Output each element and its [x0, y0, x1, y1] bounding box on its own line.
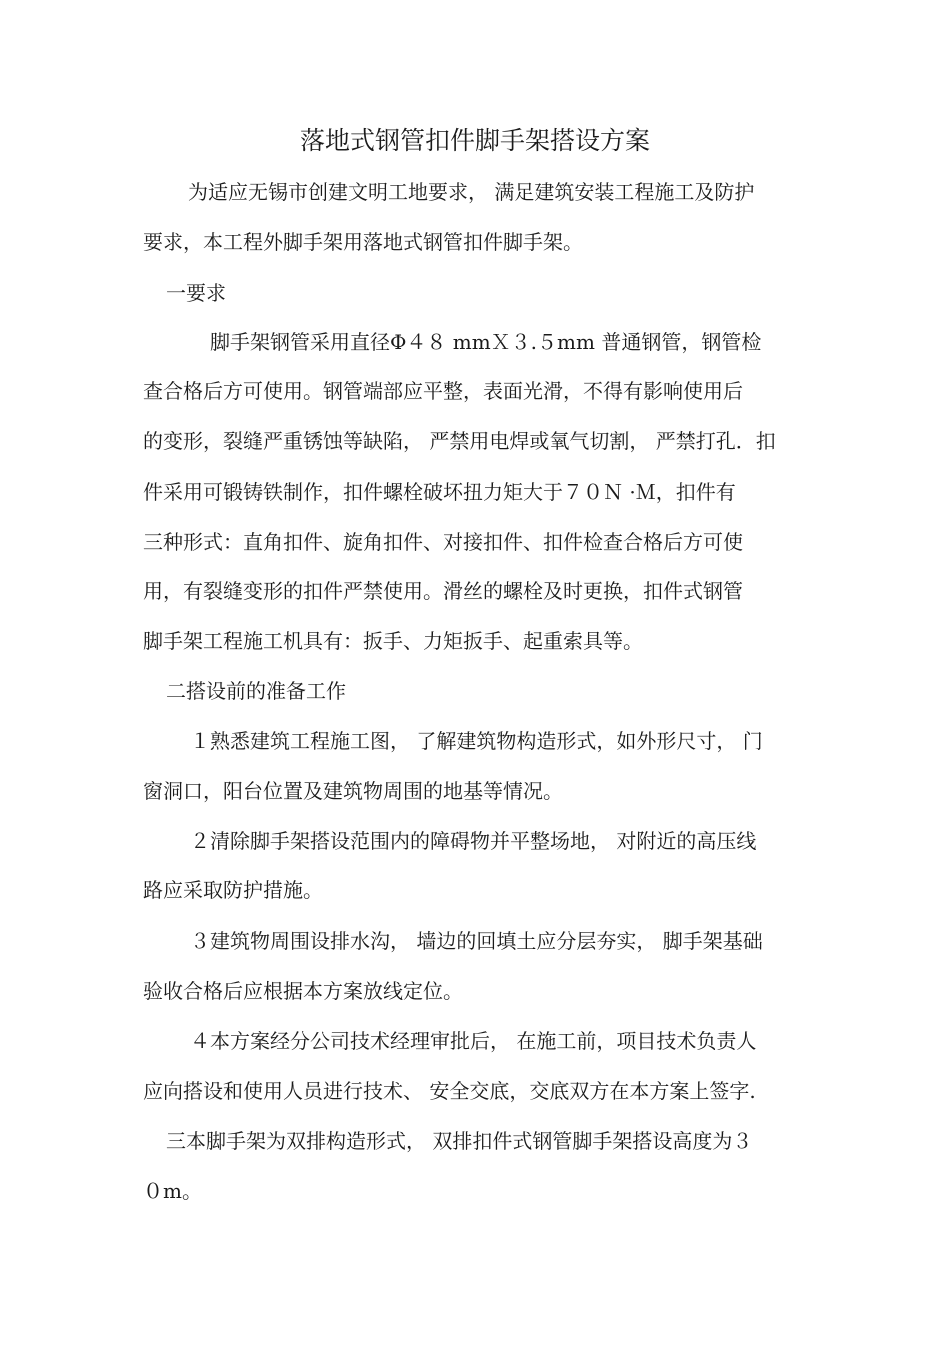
paragraph-line: 用，有裂缝变形的扣件严禁使用。滑丝的螺栓及时更换，扣件式钢管 — [143, 579, 743, 603]
paragraph-line: 为适应无锡市创建文明工地要求， 满足建筑安装工程施工及防护 — [188, 180, 755, 204]
paragraph-line: 查合格后方可使用。钢管端部应平整，表面光滑，不得有影响使用后 — [143, 379, 743, 403]
paragraph-line: 件采用可锻铸铁制作，扣件螺栓破坏扭力矩大于７０Ｎ ·Ｍ，扣件有 — [143, 480, 736, 504]
paragraph-line: 验收合格后应根据本方案放线定位。 — [143, 979, 463, 1003]
section-heading: 一要求 — [166, 281, 226, 305]
section-heading: 二搭设前的准备工作 — [166, 679, 346, 703]
paragraph-line: 路应采取防护措施。 — [143, 878, 323, 902]
paragraph-line: 要求，本工程外脚手架用落地式钢管扣件脚手架。 — [143, 230, 583, 254]
paragraph-line: 三本脚手架为双排构造形式， 双排扣件式钢管脚手架搭设高度为３ — [166, 1129, 753, 1153]
paragraph-line: １熟悉建筑工程施工图， 了解建筑物构造形式，如外形尺寸， 门 — [190, 729, 763, 753]
paragraph-line: 三种形式：直角扣件、旋角扣件、对接扣件、扣件检查合格后方可使 — [143, 530, 743, 554]
paragraph-line: ３建筑物周围设排水沟， 墙边的回填土应分层夯实， 脚手架基础 — [190, 929, 763, 953]
paragraph-line: 窗洞口，阳台位置及建筑物周围的地基等情况。 — [143, 779, 563, 803]
paragraph-line: 脚手架工程施工机具有：扳手、力矩扳手、起重索具等。 — [143, 629, 643, 653]
paragraph-line: ４本方案经分公司技术经理审批后， 在施工前，项目技术负责人 — [190, 1029, 757, 1053]
paragraph-line: 脚手架钢管采用直径Φ４８ mmＸ３.５mm 普通钢管，钢管检 — [210, 330, 762, 354]
paragraph-line: 的变形，裂缝严重锈蚀等缺陷， 严禁用电焊或氧气切割， 严禁打孔．扣 — [143, 429, 776, 453]
document-title: 落地式钢管扣件脚手架搭设方案 — [299, 126, 650, 155]
paragraph-line: ２清除脚手架搭设范围内的障碍物并平整场地， 对附近的高压线 — [190, 829, 757, 853]
paragraph-line: 应向搭设和使用人员进行技术、 安全交底，交底双方在本方案上签字. — [143, 1079, 756, 1103]
paragraph-line: ０m。 — [143, 1179, 202, 1203]
